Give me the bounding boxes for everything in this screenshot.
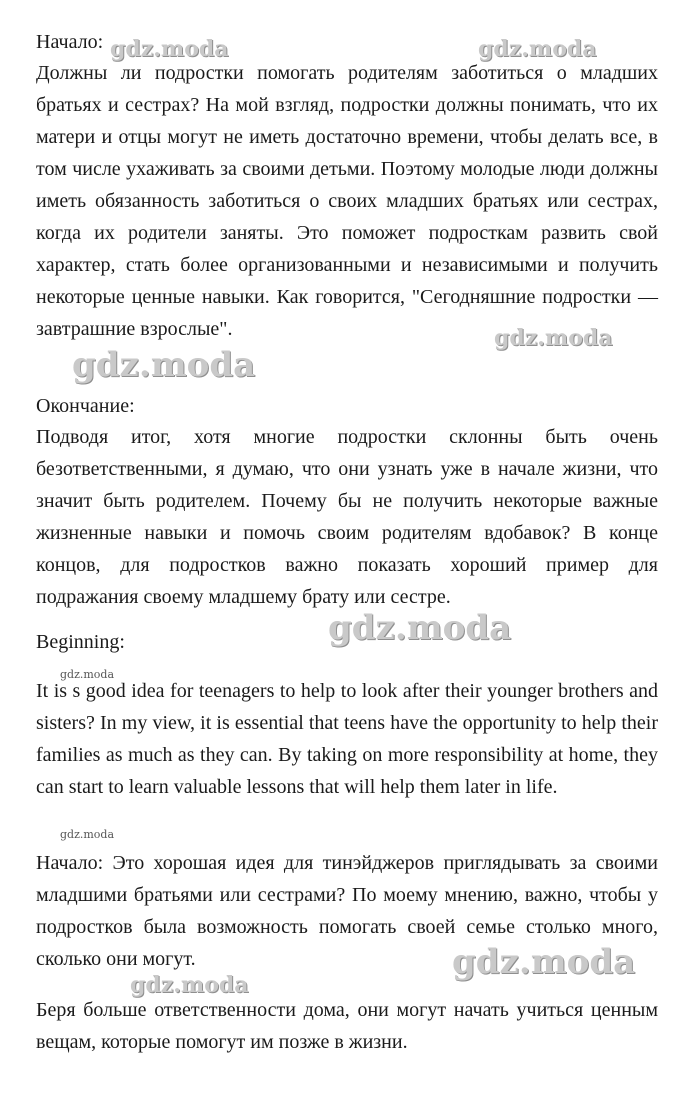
paragraph-text: Подводя итог, хотя многие подростки склонны быть очень безответственными, я думаю, что они узнать уже в начале жизни, что значит быть родителем. Почему бы не получить некоторые важные жизненные навыки и помочь своим родителям вдобавок? В конце концов, для подростков важно показать хороший пример для подражания своему младшему брату или сестре. — [36, 426, 658, 608]
watermark-logo: gdz.moda — [60, 668, 115, 681]
watermark-logo: gdz.moda — [494, 325, 613, 351]
section-body-translation-ru-2 — [36, 994, 658, 1058]
watermark-logo: gdz.moda — [130, 972, 249, 998]
paragraph-text: Должны ли подростки помогать родителям заботиться о младших братьях и сестрах? На мой взгляд, подростки должны понимать, что их матери и отцы могут не иметь достаточно времени, чтобы делать все, в том числе ухаживать за своими детьми. Поэтому молодые люди должны иметь обязанность заботиться о своих младших братьях или сестрах, когда их родители заняты. Это поможет подросткам развить свой характер, стать более организованными и независимыми и получить некоторые ценные навыки. Как говорится, "Сегодняшние подростки — завтрашние взрослые". — [36, 62, 658, 340]
watermark-logo: gdz.moda — [452, 942, 636, 982]
watermark-logo: gdz.moda — [110, 36, 229, 62]
paragraph-text: Начало: Это хорошая идея для тинэйджеров приглядывать за своими младшими братьями или сестрами? По моему мнению, важно, чтобы у подростков была возможность помогать своей семье столько много, сколько они могут. — [36, 852, 658, 970]
section-label-beginning-ru: Начало: — [36, 31, 104, 53]
section-body-translation-ru — [36, 847, 658, 975]
watermark-logo: gdz.moda — [72, 345, 256, 385]
paragraph-text: It is s good idea for teenagers to help to look after their younger brothers and sisters? In my view, it is essential that teens have the opportunity to help their families as much as they can. By taking on more responsibility at home, they can start to learn valuable lessons that will help them later in life. — [36, 680, 658, 798]
section-body-beginning-en — [36, 675, 658, 803]
watermark-logo: gdz.moda — [478, 36, 597, 62]
paragraph-text: Беря больше ответственности дома, они могут начать учиться ценным вещам, которые помогут им позже в жизни. — [36, 999, 658, 1053]
watermark-logo: gdz.moda — [328, 608, 512, 648]
section-body-beginning-ru — [36, 57, 658, 345]
section-body-ending-ru — [36, 421, 658, 613]
section-label-ending-ru: Окончание: — [36, 395, 135, 417]
watermark-logo: gdz.moda — [60, 828, 115, 841]
section-label-beginning-en: Beginning: — [36, 631, 125, 653]
